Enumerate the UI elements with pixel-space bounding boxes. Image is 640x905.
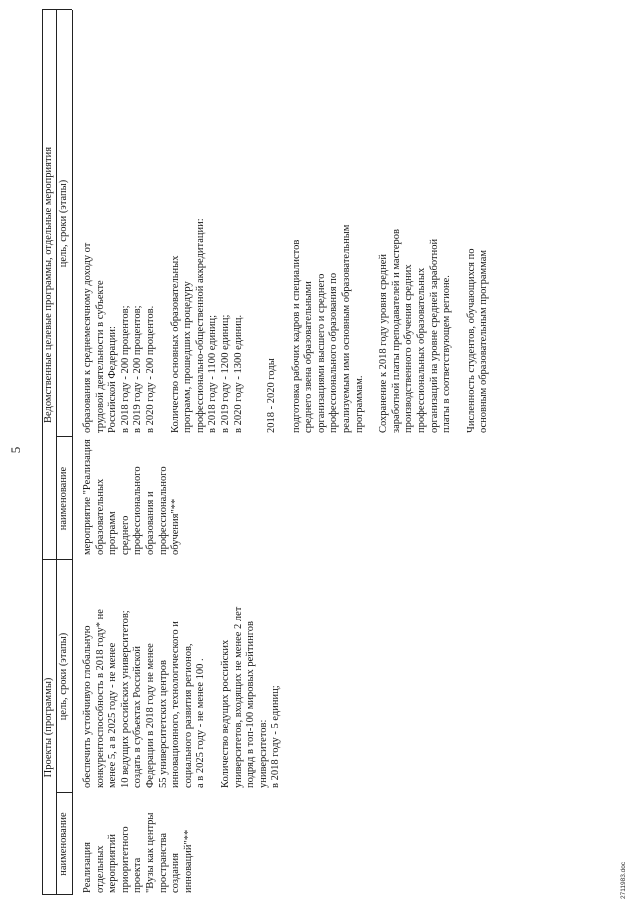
measure-goal-cont-line: программам. (353, 375, 365, 433)
project-goal-line: инновационного, технологического и (170, 621, 182, 788)
footer-file-code: 2711983.doc (620, 861, 627, 899)
measure-name-line: обучения"** (170, 498, 182, 555)
measure-goal-cont-line: организаций на уровне средней заработной (428, 238, 440, 433)
header-name-right: наименование (58, 466, 69, 531)
measure-goal-line: профессионально-общественной аккредитации: (194, 218, 206, 433)
measure-goal-line: в 2018 году - 1100 единиц; (207, 314, 219, 433)
header-goal-left: цель, сроки (этапы) (58, 632, 69, 721)
project-name-line: Реализация отдельных (82, 842, 106, 893)
measure-name-line: среднего профессионального (119, 466, 144, 555)
measure-goal-cont-spacer (279, 13, 291, 433)
project-goal-line: обеспечить устойчивую глобальную (82, 625, 93, 788)
measure-goal-cont-line: подготовка рабочих кадров и специалистов (290, 239, 302, 433)
project-goal-line: а в 2025 году - не менее 100 . (195, 658, 207, 788)
project-goal-line: конкурентоспособность в 2018 году* не (94, 609, 106, 788)
project-goal-line: 10 ведущих российских университетов; (119, 610, 131, 788)
project-goal-line: создать в субъектах Российской (132, 646, 144, 788)
project-name-line: мероприятий (107, 834, 119, 893)
measure-name-line: мероприятие "Реализация (82, 439, 93, 555)
project-name-line: инноваций"** (182, 829, 194, 893)
measure-goal-cont-line: основным образовательным программам (478, 249, 490, 433)
measure-goal-cont-line: среднего звена образовательными (303, 281, 315, 433)
measure-goal-cont-line: Численность студентов, обучающихся по (465, 248, 477, 433)
measure-goal-spacer (158, 13, 170, 433)
measure-goal-top-cell (82, 13, 245, 433)
measure-goal-line: Российской Федерации: (107, 326, 119, 433)
project-goal-spacer (208, 562, 220, 788)
project-goal-line: подряд в топ-100 мировых рейтингов (245, 621, 257, 788)
measure-goal-cont-line: организациями высшего и среднего (315, 273, 327, 433)
measure-name-line: образовательных программ (94, 478, 119, 555)
measure-goal-line: образования к среднемесячному доходу от (82, 242, 93, 433)
project-goal-line: в 2018 году - 5 единиц; (270, 685, 282, 788)
measure-goal-line: программ, прошедших процедуру (182, 281, 194, 433)
project-goal-line: менее 5, а в 2025 году - не менее (107, 642, 119, 788)
project-goal-line: Федерации в 2018 году не менее (144, 643, 156, 788)
header-name-left: наименование (58, 812, 69, 876)
project-name-line: "Вузы как центры (144, 812, 156, 893)
measure-goal-cont-line: производственного обучения средних (403, 264, 415, 433)
measure-name-line: образования и (144, 491, 156, 555)
measure-goal-cont-line: 2018 - 2020 годы (266, 358, 277, 433)
measure-goal-line: в 2018 году - 200 процентов; (119, 305, 131, 433)
header-goal-right: цель, сроки (этапы) (58, 179, 69, 268)
project-name-cell (82, 795, 195, 893)
measure-goal-line: Количество основных образовательных (169, 255, 181, 433)
measure-name-cell (82, 439, 183, 555)
measure-goal-line: в 2020 году - 200 процентов. (144, 305, 156, 433)
measure-name-line: профессионального (157, 466, 169, 555)
page-number: 5 (8, 446, 23, 454)
project-goal-line: социального развития регионов, (182, 643, 194, 788)
measure-goal-bottom-cell (266, 13, 491, 433)
measure-goal-cont-spacer (454, 13, 466, 433)
measure-goal-line: в 2020 году - 1300 единиц. (232, 314, 244, 433)
measure-goal-cont-line: заработной платы преподавателей и мастеров (390, 229, 402, 433)
measure-goal-line: в 2019 году - 1200 единиц; (219, 314, 231, 433)
measure-goal-cont-line: реализуемым ими основным образовательным (340, 224, 352, 433)
project-goal-cell (82, 562, 283, 788)
project-name-line: пространства создания (157, 832, 182, 893)
measure-goal-cont-line: профессиональных образовательных (415, 267, 427, 433)
project-goal-line: университетов: (257, 719, 269, 788)
measure-goal-cont-line: профессионального образования по (328, 272, 340, 433)
group-divider-rule (56, 10, 57, 895)
measure-goal-line: трудовой деятельности в субъекте (94, 280, 106, 433)
header-projects: Проекты (программы) (43, 677, 54, 778)
measure-goal-cont-line: Сохранение к 2018 году уровня средней (378, 254, 390, 433)
project-goal-line: Количество ведущих российских (219, 639, 231, 788)
measure-goal-line: в 2019 году - 200 процентов; (132, 305, 144, 433)
header-departmental: Ведомственные целевые программы, отдельные мероприятия (43, 146, 54, 424)
measure-goal-cont-spacer (366, 13, 378, 433)
project-goal-line: университетов, входящих не менее 2 лет (232, 606, 244, 788)
project-goal-line: 55 университетских центров (157, 660, 169, 788)
measure-goal-cont-line: платы в соответствующем регионе. (441, 275, 453, 433)
project-name-line: приоритетного проекта (119, 826, 144, 893)
header-bottom-rule (72, 10, 73, 895)
